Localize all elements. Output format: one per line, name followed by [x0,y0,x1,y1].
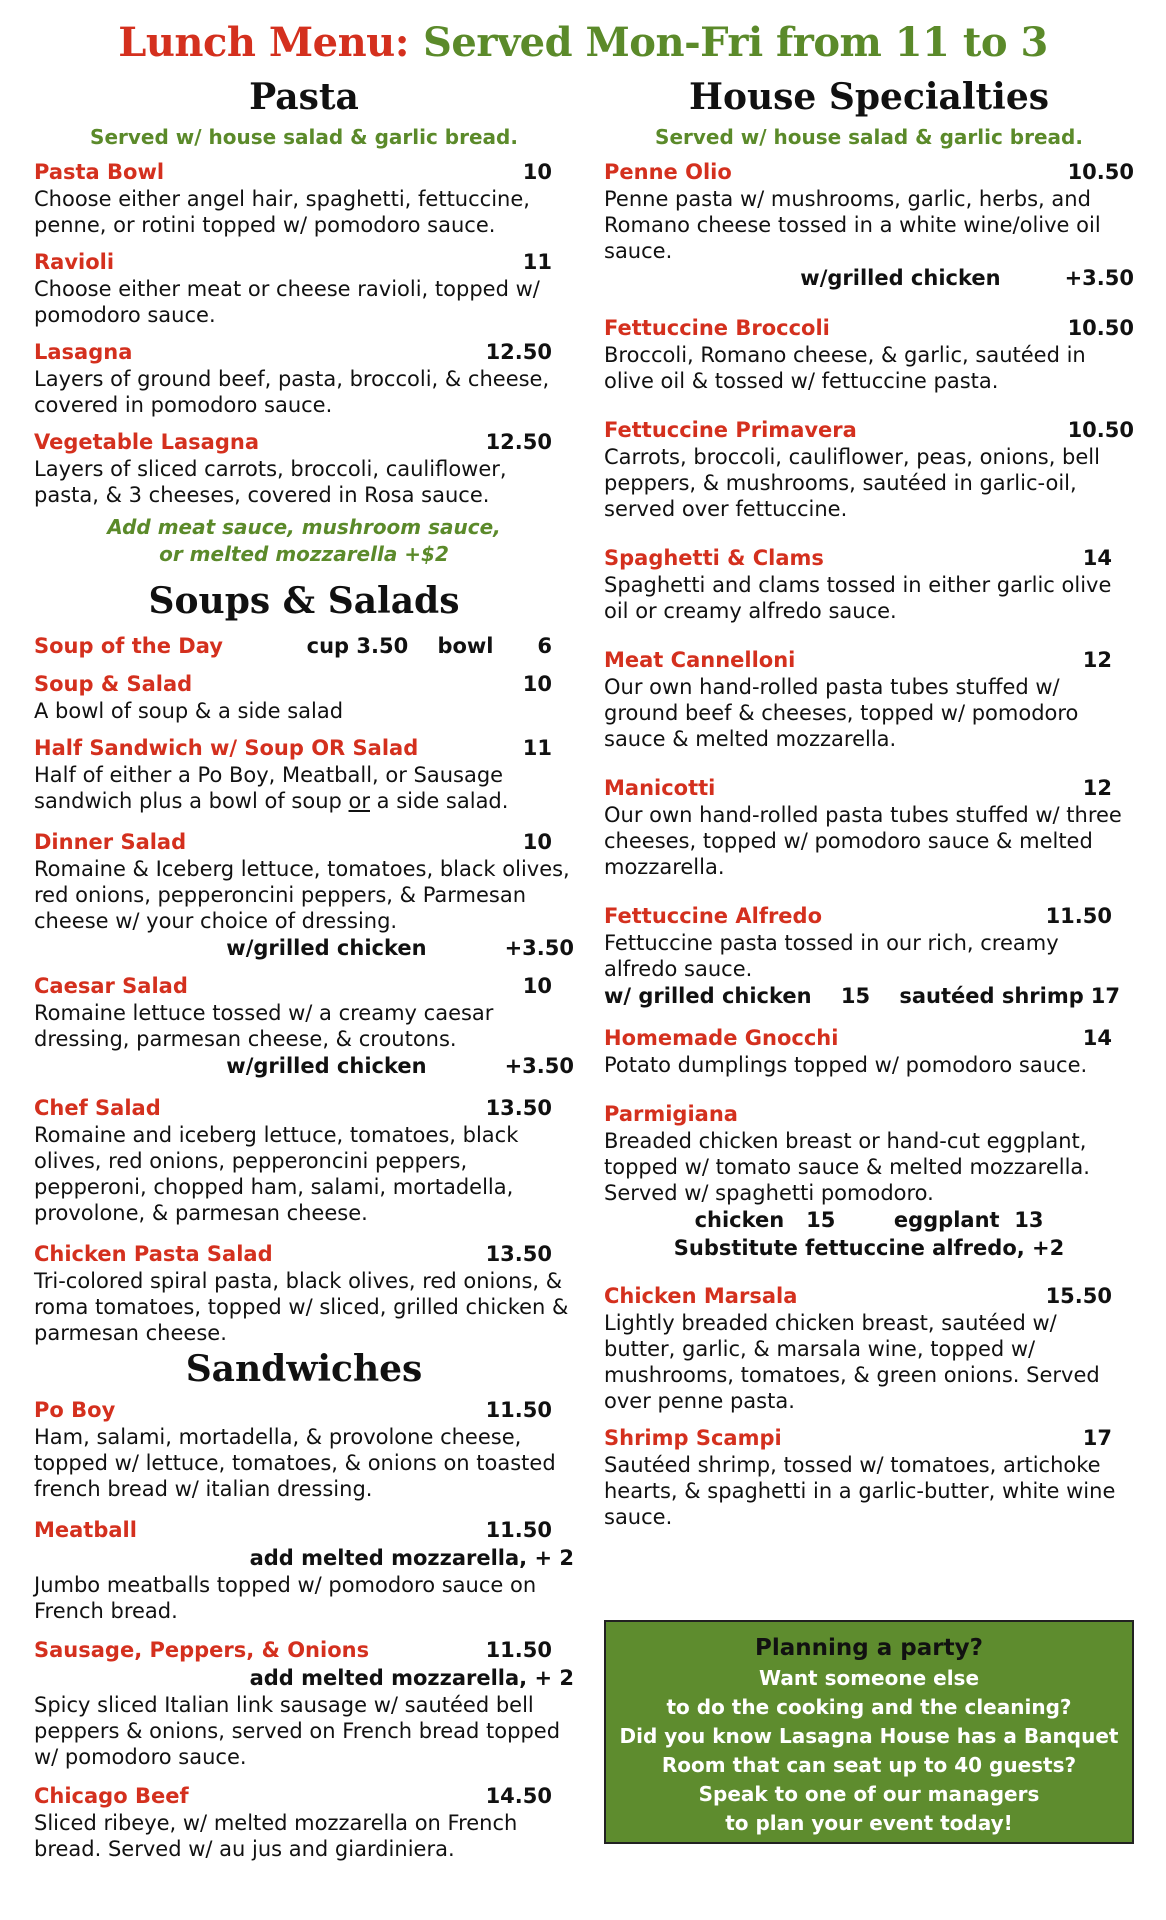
item-name: Ravioli [34,250,115,274]
item-extra: add melted mozzarella, + 2 [249,1666,574,1690]
party-line: Want someone else [758,1666,980,1690]
item-description: Romaine lettuce tossed w/ a creamy caesar dressing, parmesan cheese, & croutons. [34,1001,494,1051]
item-name: Chicken Marsala [604,1284,798,1308]
menu-item [34,1636,574,1770]
menu-item [34,1094,574,1226]
extra-price: 15 [840,984,871,1008]
parmigiana-substitute: Substitute fettuccine alfredo, +2 [673,1236,1065,1260]
sandwiches-heading: Sandwiches [185,1348,423,1390]
item-description: Tri-colored spiral pasta, black olives, red onions, & roma tomatoes, topped w/ sliced, grilled chicken & parmesan cheese. [34,1269,569,1345]
bowl-price: 6 [537,634,552,658]
option-price: 13 [1014,1208,1044,1232]
item-name: Homemade Gnocchi [604,1026,839,1050]
item-price: 14 [1082,1026,1112,1050]
cup-price: cup 3.50 [306,634,409,658]
item-name: Fettuccine Primavera [604,418,857,442]
item-price: 11.50 [485,1398,552,1422]
menu-item [34,1782,574,1862]
item-extra: add melted mozzarella, + 2 [249,1546,574,1570]
item-description: Romaine & Iceberg lettuce, tomatoes, black olives, red onions, pepperoncini peppers, & Parmesan cheese w/ your choice of dressing. [34,857,570,933]
item-description: Broccoli, Romano cheese, & garlic, sautéed in olive oil & tossed w/ fettuccine pasta. [604,343,1086,393]
item-description: Potato dumplings topped w/ pomodoro sauce. [604,1053,1088,1077]
party-title: Planning a party? [755,1635,983,1661]
item-name: Meatball [34,1518,137,1542]
menu-item [34,1240,574,1346]
item-price: 11.50 [485,1638,552,1662]
item-description: A bowl of soup & a side salad [34,699,344,723]
item-name: Chicago Beef [34,1784,189,1808]
item-price: 10 [522,672,552,696]
item-name: Half Sandwich w/ Soup OR Salad [34,736,419,760]
item-description: Jumbo meatballs topped w/ pomodoro sauce on French bread. [34,1573,537,1623]
item-name: Po Boy [34,1398,116,1422]
item-description: Our own hand-rolled pasta tubes stuffed w/ three cheeses, topped w/ pomodoro sauce & melted mozzarella. [604,803,1122,879]
item-price: 17 [1082,1426,1112,1450]
item-description: Half of either a Po Boy, Meatball, or Sausage sandwich plus a bowl of soup or a side salad. [34,763,509,813]
item-description: Choose either angel hair, spaghetti, fettuccine, penne, or rotini topped w/ pomodoro sauce. [34,187,530,237]
item-price: 10.50 [1067,316,1134,340]
item-price: 10 [522,974,552,998]
item-name: Lasagna [34,340,133,364]
item-description: Sautéed shrimp, tossed w/ tomatoes, artichoke hearts, & spaghetti in a garlic-butter, white wine sauce. [604,1453,1116,1529]
extra-label: w/grilled chicken [226,936,427,960]
bowl-label: bowl [437,634,494,658]
menu-item [604,544,1134,624]
party-line: Did you know Lasagna House has a Banquet [619,1724,1119,1748]
item-name: Soup of the Day [34,634,223,658]
pasta-heading: Pasta [249,76,359,118]
item-price: 10 [522,160,552,184]
pasta-addon-note [34,514,574,568]
extra-price: +3.50 [504,936,574,960]
extra-label: w/grilled chicken [226,1054,427,1078]
item-description: Penne pasta w/ mushrooms, garlic, herbs, and Romano cheese tossed in a white wine/olive oil sauce. [604,187,1101,263]
item-price: 14 [1082,546,1112,570]
item-price: 10.50 [1067,160,1134,184]
item-name: Shrimp Scampi [604,1426,782,1450]
item-name: Fettuccine Alfredo [604,904,823,928]
item-price: 12 [1082,648,1112,672]
menu-item [604,1282,1134,1414]
menu-item [604,314,1134,394]
menu-item [34,972,574,1080]
menu-item [34,1516,574,1624]
item-name: Soup & Salad [34,672,193,696]
item-name: Vegetable Lasagna [34,430,259,454]
item-description: Romaine and iceberg lettuce, tomatoes, black olives, red onions, pepperoncini peppers, pepperoni, chopped ham, salami, mortadella, provolone, & parmesan cheese. [34,1123,519,1225]
item-extra [34,934,574,962]
item-price: 11.50 [485,1518,552,1542]
menu-item [604,1024,1134,1078]
item-name: Chicken Pasta Salad [34,1242,273,1266]
specialties-heading: House Specialties [688,76,1050,118]
party-line: to plan your event today! [725,1811,1013,1835]
item-extras [604,982,1134,1010]
menu-item [34,158,574,238]
extra-price: +3.50 [1064,266,1134,290]
item-description: Layers of ground beef, pasta, broccoli, & cheese, covered in pomodoro sauce. [34,367,550,417]
option-label: chicken [694,1208,785,1232]
extra-label: w/ grilled chicken [604,984,812,1008]
item-description: Carrots, broccoli, cauliflower, peas, onions, bell peppers, & mushrooms, sautéed in garlic-oil, served over fettuccine. [604,445,1100,521]
menu-item [34,428,574,508]
menu-item [34,338,574,418]
item-price: 10.50 [1067,418,1134,442]
item-description: Spicy sliced Italian link sausage w/ sautéed bell peppers & onions, served on French bread topped w/ pomodoro sauce. [34,1693,561,1769]
item-name: Pasta Bowl [34,160,165,184]
menu-hours: Served Mon-Fri from 11 to 3 [423,19,1048,66]
item-name: Fettuccine Broccoli [604,316,830,340]
addon-line: or melted mozzarella +$2 [159,542,449,566]
parmigiana-options [604,1206,1134,1234]
pasta-subheading: Served w/ house salad & garlic bread. [90,125,518,149]
item-price: 14.50 [485,1784,552,1808]
item-description: Sliced ribeye, w/ melted mozzarella on French bread. Served w/ au jus and giardiniera. [34,1811,518,1861]
item-description: Choose either meat or cheese ravioli, topped w/ pomodoro sauce. [34,277,540,327]
left-column [34,74,574,1872]
item-name: Spaghetti & Clams [604,546,824,570]
item-price: 12 [1082,776,1112,800]
soup-sizes [307,634,574,658]
menu-item [34,670,574,724]
item-description: Layers of sliced carrots, broccoli, cauliflower, pasta, & 3 cheeses, covered in Rosa sauce. [34,457,507,507]
item-description: Spaghetti and clams tossed in either garlic olive oil or creamy alfredo sauce. [604,573,1112,623]
item-description: Ham, salami, mortadella, & provolone cheese, topped w/ lettuce, tomatoes, & onions on toasted french bread w/ italian dressing. [34,1425,556,1501]
party-line: Speak to one of our managers [698,1782,1040,1806]
menu-item [34,828,574,962]
item-price: 13.50 [485,1096,552,1120]
item-price: 13.50 [485,1242,552,1266]
extra-label: sautéed shrimp [899,984,1084,1008]
extra-label: w/grilled chicken [800,266,1001,290]
party-line: to do the cooking and the cleaning? [666,1695,1072,1719]
menu-item [604,158,1134,292]
item-name: Caesar Salad [34,974,188,998]
menu-item [604,416,1134,522]
menu-item [34,1396,574,1502]
item-description: Our own hand-rolled pasta tubes stuffed w/ ground beef & cheeses, topped w/ pomodoro sauce & melted mozzarella. [604,675,1079,751]
menu-item [604,646,1134,752]
item-price: 11 [522,736,552,760]
item-description: Lightly breaded chicken breast, sautéed w/ butter, garlic, & marsala wine, topped w/ mushrooms, tomatoes, & green onions. Served over penne pasta. [604,1311,1100,1413]
item-name: Manicotti [604,776,716,800]
item-price: 12.50 [485,430,552,454]
item-price: 10 [522,830,552,854]
item-name: Sausage, Peppers, & Onions [34,1638,370,1662]
menu-item [604,902,1134,1010]
menu-item [34,632,574,660]
extra-price: +3.50 [504,1054,574,1078]
option-price: 15 [806,1208,836,1232]
item-name: Meat Cannelloni [604,648,796,672]
party-line: Room that can seat up to 40 guests? [661,1753,1077,1777]
addon-line: Add meat sauce, mushroom sauce, [107,515,501,539]
item-price: 12.50 [485,340,552,364]
item-name: Chef Salad [34,1096,161,1120]
item-name: Parmigiana [604,1102,738,1126]
menu-title [0,18,1166,68]
option-label: eggplant [893,1208,1000,1232]
item-description: Fettuccine pasta tossed in our rich, creamy alfredo sauce. [604,931,1059,981]
item-extra [604,264,1134,292]
item-name: Penne Olio [604,160,732,184]
item-description: Breaded chicken breast or hand-cut eggplant, topped w/ tomato sauce & melted mozzarella. Served w/ spaghetti pomodoro. [604,1129,1090,1205]
specialties-subheading: Served w/ house salad & garlic bread. [655,125,1083,149]
party-banner [604,1620,1134,1844]
soups-heading: Soups & Salads [148,580,460,622]
menu-item [34,734,574,814]
item-price: 11 [522,250,552,274]
right-column [604,74,1134,1540]
menu-title-label: Lunch Menu: [118,19,410,66]
item-extra [34,1052,574,1080]
menu-item [34,248,574,328]
menu-item [604,1424,1134,1530]
item-name: Dinner Salad [34,830,187,854]
menu-item [604,774,1134,880]
menu-item [604,1100,1134,1262]
item-price: 15.50 [1045,1284,1112,1308]
extra-price: 17 [1090,984,1120,1008]
item-price: 11.50 [1045,904,1112,928]
